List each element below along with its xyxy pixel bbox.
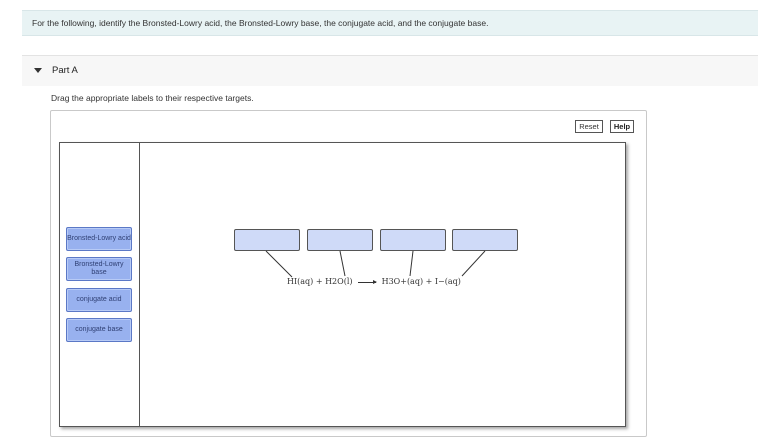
plus-sign-2: + xyxy=(425,277,433,286)
help-button[interactable]: Help xyxy=(610,120,634,133)
chemical-equation xyxy=(287,277,461,286)
reaction-arrow-icon xyxy=(358,282,376,283)
reset-button[interactable]: Reset xyxy=(575,120,603,133)
label-conjugate-acid[interactable]: conjugate acid xyxy=(66,288,132,312)
product-hydronium: H3O+(aq) xyxy=(381,277,424,286)
part-header[interactable] xyxy=(22,56,758,86)
drop-target-3[interactable] xyxy=(380,229,446,251)
drop-target-2[interactable] xyxy=(307,229,373,251)
reactant-hi: HI(aq) xyxy=(287,277,314,286)
collapse-triangle-icon[interactable] xyxy=(34,68,42,73)
product-iodide: I−(aq) xyxy=(434,277,461,286)
instructions-text: For the following, identify the Bronsted-Lowry acid, the Bronsted-Lowry base, the conjugate acid, and the conjugate base. xyxy=(32,18,489,28)
label-bank-divider xyxy=(139,143,140,426)
label-conjugate-base[interactable]: conjugate base xyxy=(66,318,132,342)
drop-target-1[interactable] xyxy=(234,229,300,251)
instructions-bar xyxy=(22,10,758,36)
plus-sign-1: + xyxy=(315,277,323,286)
label-bronsted-lowry-base[interactable]: Bronsted-Lowry base xyxy=(66,257,132,281)
drop-target-4[interactable] xyxy=(452,229,518,251)
reactant-water: H2O(l) xyxy=(325,277,353,286)
drag-instructions: Drag the appropriate labels to their respective targets. xyxy=(51,93,254,103)
part-label: Part A xyxy=(52,65,78,76)
label-bronsted-lowry-acid[interactable]: Bronsted-Lowry acid xyxy=(66,227,132,251)
